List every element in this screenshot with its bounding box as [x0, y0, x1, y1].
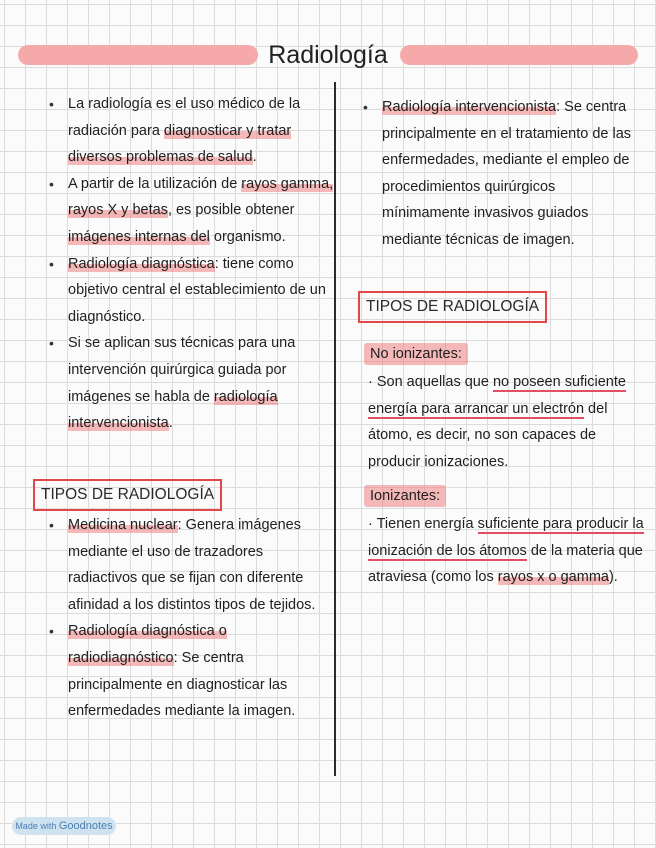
text-segment: · Tienen energía: [368, 516, 478, 532]
text-segment: La radiología es el uso médico de la radiación para: [68, 96, 301, 139]
right-column: [360, 94, 646, 254]
no-ionizantes-heading: No ionizantes:: [364, 343, 468, 365]
highlighted-text: diagnosticar y tratar diversos problemas de salud: [68, 122, 292, 166]
left-types-list: [46, 512, 336, 725]
bullet-item: [46, 171, 336, 251]
text-segment: organismo.: [209, 228, 286, 245]
left-types-column: [46, 512, 336, 725]
footer-brand: Goodnotes: [58, 820, 113, 832]
text-segment: ).: [608, 569, 618, 586]
text-segment: : tiene como objetivo central el establecimiento de un diagnóstico.: [68, 255, 326, 325]
text-segment: de la materia que atraviesa (como los: [368, 542, 643, 586]
goodnotes-badge: [12, 817, 116, 835]
ionizantes-text: [368, 511, 644, 591]
highlighted-text: Radiología diagnóstica: [68, 255, 215, 272]
highlighted-text: Radiología diagnóstica o radiodiagnóstico: [68, 623, 227, 666]
bullet-item: [360, 94, 646, 254]
highlighted-text: imágenes internas del: [68, 228, 210, 245]
text-segment: : Se centra principalmente en diagnosticar las enfermedades mediante la imagen.: [68, 649, 296, 720]
text-segment: Si se aplican sus técnicas para una intervención quirúrgica guiada por imágenes se habla de: [68, 335, 296, 405]
ionizantes-heading: Ionizantes:: [364, 485, 446, 507]
bullet-item: [46, 330, 336, 436]
text-segment: , es posible obtener: [167, 202, 295, 219]
left-column: [46, 91, 336, 437]
footer-prefix: Made with: [15, 821, 57, 831]
bullet-item: [46, 91, 336, 171]
left-bullet-list: [46, 91, 336, 437]
bullet-item: [46, 618, 336, 724]
text-segment: : Se centra principalmente en el tratamiento de las enfermedades, mediante el empleo de procedimientos quirúrgicos mínimamente invasivos guiados mediante técnicas de imagen.: [382, 99, 632, 248]
underlined-text: no poseen suficiente energía para arrancar un electrón: [368, 374, 626, 417]
highlighted-text: Medicina nuclear: [68, 517, 178, 533]
right-bullet-list: [360, 94, 646, 254]
underlined-text: suficiente para producir la ionización de los átomos: [368, 516, 644, 559]
highlighted-text: rayos x o gamma: [497, 569, 609, 586]
left-section-box: TIPOS DE RADIOLOGÍA: [33, 479, 222, 511]
text-segment: · Son aquellas que: [368, 374, 493, 390]
right-section-box: TIPOS DE RADIOLOGÍA: [358, 291, 547, 323]
text-segment: .: [252, 149, 257, 166]
text-segment: .: [168, 415, 173, 432]
text-segment: A partir de la utilización de: [68, 175, 242, 192]
no-ionizantes-text: [368, 369, 644, 475]
text-segment: : Genera imágenes mediante el uso de trazadores radiactivos que se fijan con diferente afinidad a los distintos tipos de tejidos.: [68, 517, 316, 613]
highlighted-text: radiología intervencionista: [68, 388, 278, 432]
highlighted-text: Radiología intervencionista: [382, 99, 557, 115]
bullet-item: [46, 251, 336, 331]
bullet-item: [46, 512, 336, 618]
text-segment: del átomo, es decir, no son capaces de producir ionizaciones.: [368, 400, 608, 470]
page-title: Radiología: [268, 41, 388, 69]
highlighted-text: rayos gamma, rayos X y betas: [68, 175, 334, 219]
